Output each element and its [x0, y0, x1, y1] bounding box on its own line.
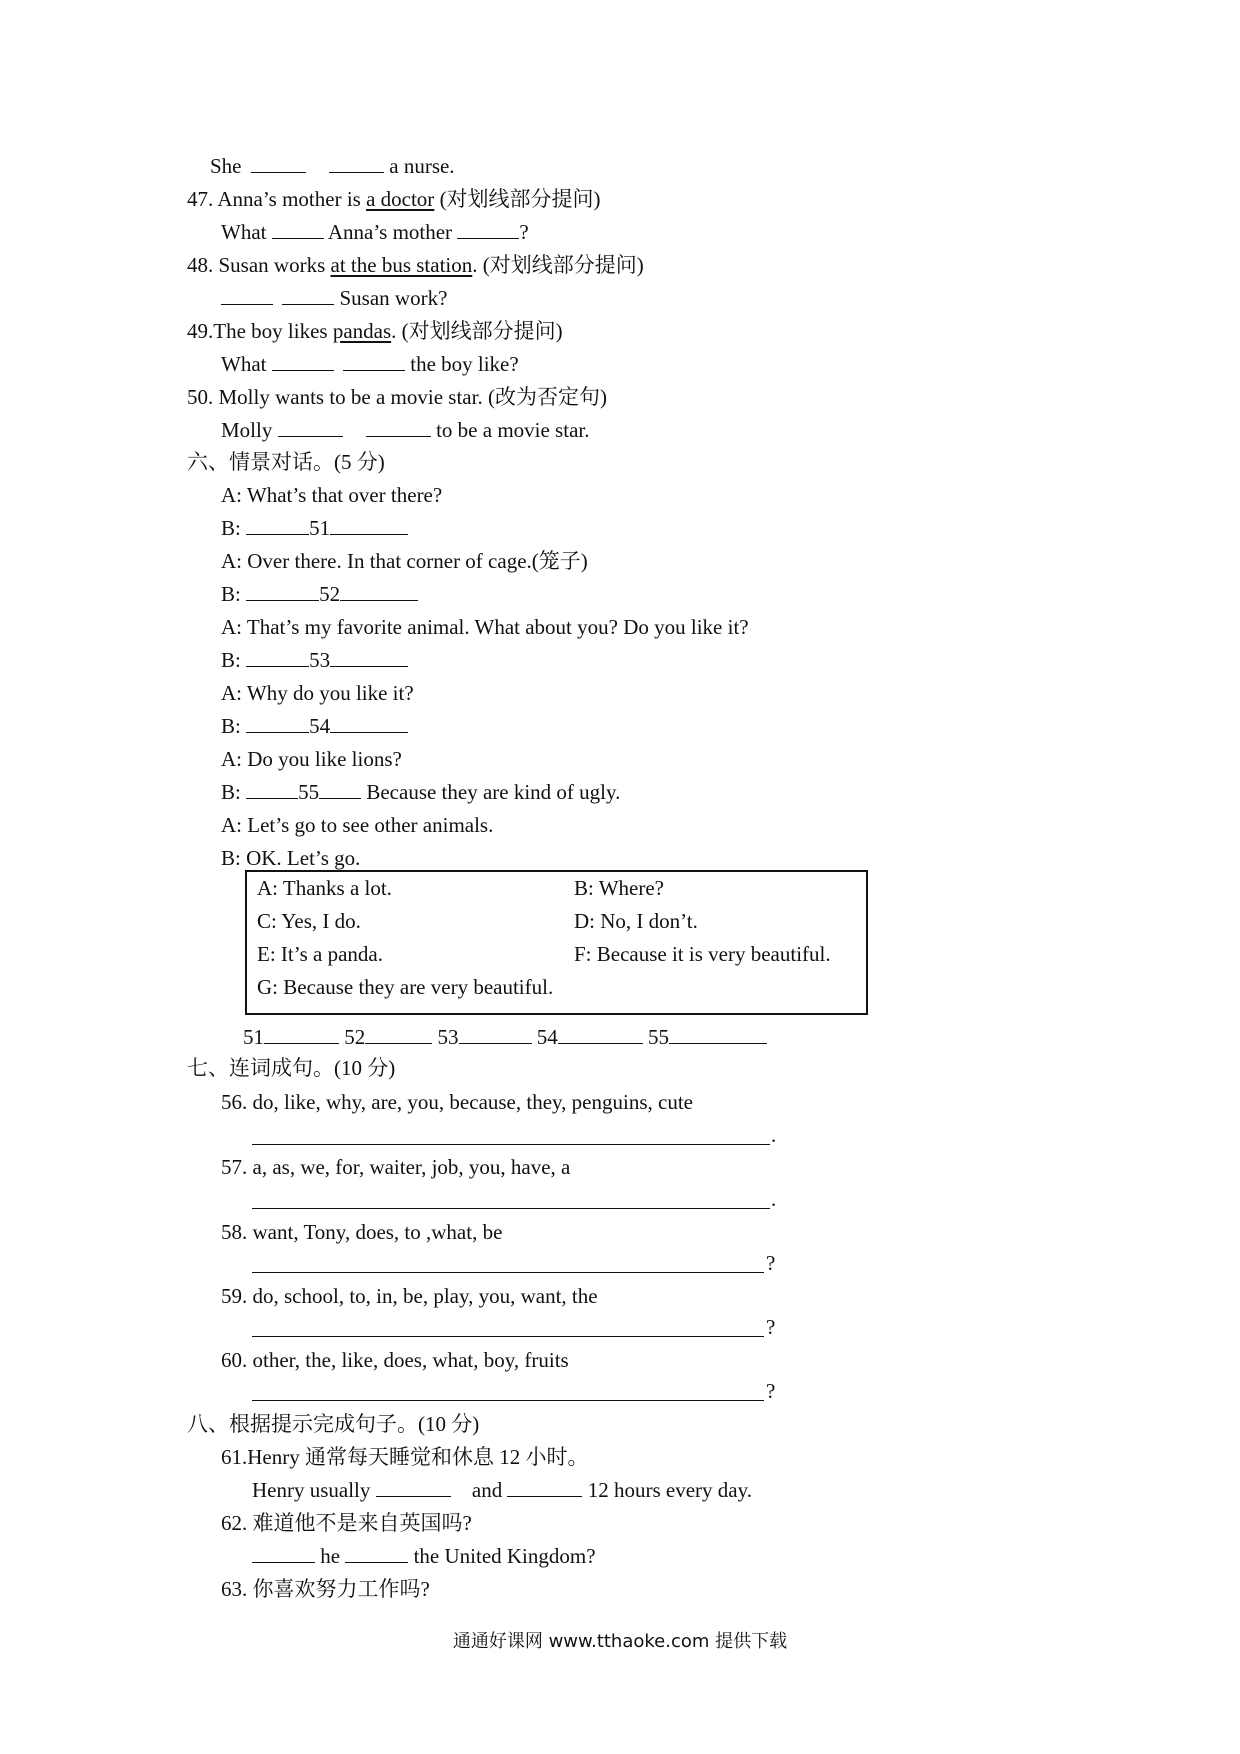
dialog-blank-51-b[interactable] — [330, 516, 408, 535]
dialog-number-51: 51 — [309, 516, 331, 540]
q49-pre: The boy likes — [213, 319, 328, 343]
dialog-b4-speaker: B: — [221, 714, 241, 738]
q59-answer-line[interactable] — [252, 1336, 764, 1337]
dialog-blank-54-a[interactable] — [246, 714, 309, 733]
dialog-number-55: 55 — [298, 780, 320, 804]
dialog-number-52: 52 — [319, 582, 341, 606]
q47-ans-end: ? — [519, 220, 529, 244]
q48-underlined: at the bus station — [330, 253, 473, 277]
q48-question — [187, 252, 644, 278]
dialog-blank-51-a[interactable] — [246, 516, 309, 535]
dialog-b3-speaker: B: — [221, 648, 241, 672]
q46-blank-2[interactable] — [329, 154, 384, 173]
q59-words: 59. do, school, to, in, be, play, you, want, the — [221, 1284, 598, 1308]
options-box — [245, 870, 868, 1015]
dialog-blank-52-b[interactable] — [340, 582, 418, 601]
q47-ans-word-2: Anna’s mother — [327, 220, 453, 244]
dialog-b1-speaker: B: — [221, 516, 241, 540]
q50-number: 50. — [187, 385, 214, 409]
dialog-b3 — [221, 647, 408, 673]
q61-ans-word-3: 12 hours every day. — [587, 1478, 752, 1502]
q57-end-mark: . — [771, 1187, 777, 1211]
dialog-b2-speaker: B: — [221, 582, 241, 606]
dialog-b6: B: OK. Let’s go. — [221, 846, 361, 870]
q56-answer-line[interactable] — [252, 1144, 770, 1145]
section-6-title: 六、情景对话。(5 分) — [187, 450, 385, 474]
q47-ans-word-1: What — [221, 220, 267, 244]
dialog-blank-55-b[interactable] — [319, 780, 361, 799]
q58-words: 58. want, Tony, does, to ,what, be — [221, 1220, 503, 1244]
q60-words: 60. other, the, like, does, what, boy, fruits — [221, 1348, 569, 1372]
section-7-title: 七、连词成句。(10 分) — [187, 1056, 396, 1080]
answer-label-51: 51 — [243, 1025, 264, 1049]
dialog-b5-speaker: B: — [221, 780, 241, 804]
answer-blank-53[interactable] — [459, 1025, 532, 1044]
answer-label-54: 54 — [536, 1025, 558, 1049]
option-d: D: No, I don’t. — [574, 909, 698, 933]
dialog-a1: A: What’s that over there? — [221, 483, 443, 507]
q50-instruction: (改为否定句) — [487, 385, 607, 409]
q49-blank-1[interactable] — [272, 352, 334, 371]
q60-answer-line[interactable] — [252, 1400, 764, 1401]
q56-words: 56. do, like, why, are, you, because, they, penguins, cute — [221, 1090, 693, 1114]
dialog-b2 — [221, 581, 418, 607]
q47-pre: Anna’s mother is — [217, 187, 361, 211]
q50-answer-line — [221, 417, 589, 443]
answer-label-52: 52 — [344, 1025, 366, 1049]
dialog-blank-52-a[interactable] — [246, 582, 319, 601]
q61-blank-2[interactable] — [507, 1478, 582, 1497]
q49-answer-line — [221, 351, 519, 377]
option-c: C: Yes, I do. — [257, 909, 361, 933]
q63-prompt: 63. 你喜欢努力工作吗? — [221, 1577, 430, 1601]
answer-blank-52[interactable] — [365, 1025, 432, 1044]
q46-subject: She — [210, 154, 242, 178]
q49-blank-2[interactable] — [343, 352, 405, 371]
q61-ans-word-1: Henry usually — [252, 1478, 371, 1502]
q50-ans-word-2: to be a movie star. — [436, 418, 590, 442]
q58-end-mark: ? — [766, 1251, 776, 1275]
option-b: B: Where? — [574, 876, 664, 900]
q47-instruction: (对划线部分提问) — [439, 187, 601, 211]
q48-blank-1[interactable] — [221, 286, 273, 305]
q50-blank-1[interactable] — [278, 418, 343, 437]
dialog-a6: A: Let’s go to see other animals. — [221, 813, 494, 837]
section-8-title: 八、根据提示完成句子。(10 分) — [187, 1412, 480, 1436]
q47-underlined: a doctor — [366, 187, 435, 211]
q57-answer-line[interactable] — [252, 1208, 770, 1209]
q60-end-mark: ? — [766, 1379, 776, 1403]
q62-prompt: 62. 难道他不是来自英国吗? — [221, 1511, 472, 1535]
answer-blank-51[interactable] — [264, 1025, 339, 1044]
q47-answer-line — [221, 219, 529, 245]
answer-blank-55[interactable] — [669, 1025, 767, 1044]
answer-label-53: 53 — [437, 1025, 459, 1049]
option-a: A: Thanks a lot. — [257, 876, 392, 900]
q62-blank-1[interactable] — [252, 1544, 315, 1563]
dialog-number-54: 54 — [309, 714, 331, 738]
dialog-blank-53-b[interactable] — [330, 648, 408, 667]
q49-instruction: (对划线部分提问) — [401, 319, 563, 343]
q62-ans-word-2: the United Kingdom? — [413, 1544, 596, 1568]
dialog-blank-55-a[interactable] — [246, 780, 298, 799]
q62-blank-2[interactable] — [345, 1544, 408, 1563]
dialog-a3: A: That’s my favorite animal. What about you? Do you like it? — [221, 615, 749, 639]
answer-blank-54[interactable] — [558, 1025, 643, 1044]
option-f: F: Because it is very beautiful. — [574, 942, 831, 966]
q48-number: 48. — [187, 253, 214, 277]
page-footer: 通通好课网 www.tthaoke.com 提供下载 — [452, 1631, 788, 1652]
q57-words: 57. a, as, we, for, waiter, job, you, have, a — [221, 1155, 571, 1179]
q47-blank-2[interactable] — [457, 220, 519, 239]
q48-instruction: (对划线部分提问) — [482, 253, 644, 277]
answer-row — [243, 1024, 767, 1050]
dialog-b1 — [221, 515, 408, 541]
dialog-a5: A: Do you like lions? — [221, 747, 402, 771]
q49-underlined: pandas — [332, 319, 392, 343]
q46-answer-line — [210, 153, 455, 179]
q59-end-mark: ? — [766, 1315, 776, 1339]
answer-label-55: 55 — [648, 1025, 669, 1049]
q49-ans-word-2: the boy like? — [410, 352, 519, 376]
q50-blank-2[interactable] — [366, 418, 431, 437]
dialog-b5 — [221, 779, 620, 805]
q50-question — [187, 384, 607, 410]
dialog-b4 — [221, 713, 408, 739]
dialog-number-53: 53 — [309, 648, 331, 672]
q48-pre: Susan works — [218, 253, 326, 277]
dialog-blank-53-a[interactable] — [246, 648, 309, 667]
q49-number: 49. — [187, 319, 214, 343]
q47-number: 47. — [187, 187, 214, 211]
q46-blank-1[interactable] — [251, 154, 306, 173]
dialog-b5-post: Because they are kind of ugly. — [366, 780, 621, 804]
q49-post: . — [391, 319, 397, 343]
option-g: G: Because they are very beautiful. — [257, 975, 554, 999]
q61-ans-word-2: and — [471, 1478, 503, 1502]
q61-blank-1[interactable] — [376, 1478, 451, 1497]
q50-text: Molly wants to be a movie star. — [218, 385, 483, 409]
q62-answer-line — [252, 1543, 596, 1569]
q49-question — [187, 318, 563, 344]
q56-end-mark: . — [771, 1123, 777, 1147]
option-e: E: It’s a panda. — [257, 942, 383, 966]
q58-answer-line[interactable] — [252, 1272, 764, 1273]
q47-blank-1[interactable] — [272, 220, 324, 239]
q61-answer-line — [252, 1477, 752, 1503]
dialog-blank-54-b[interactable] — [330, 714, 408, 733]
q47-question — [187, 186, 601, 212]
dialog-a4: A: Why do you like it? — [221, 681, 414, 705]
q48-post: . — [472, 253, 478, 277]
q50-ans-word-1: Molly — [221, 418, 273, 442]
q49-ans-word-1: What — [221, 352, 267, 376]
q48-ans-word-1: Susan work? — [339, 286, 448, 310]
q46-rest: a nurse. — [389, 154, 455, 178]
q48-answer-line — [221, 285, 447, 311]
dialog-a2: A: Over there. In that corner of cage.(笼子) — [221, 549, 588, 573]
q62-ans-word-1: he — [320, 1544, 341, 1568]
q61-prompt: 61.Henry 通常每天睡觉和休息 12 小时。 — [221, 1445, 589, 1469]
q48-blank-2[interactable] — [282, 286, 334, 305]
